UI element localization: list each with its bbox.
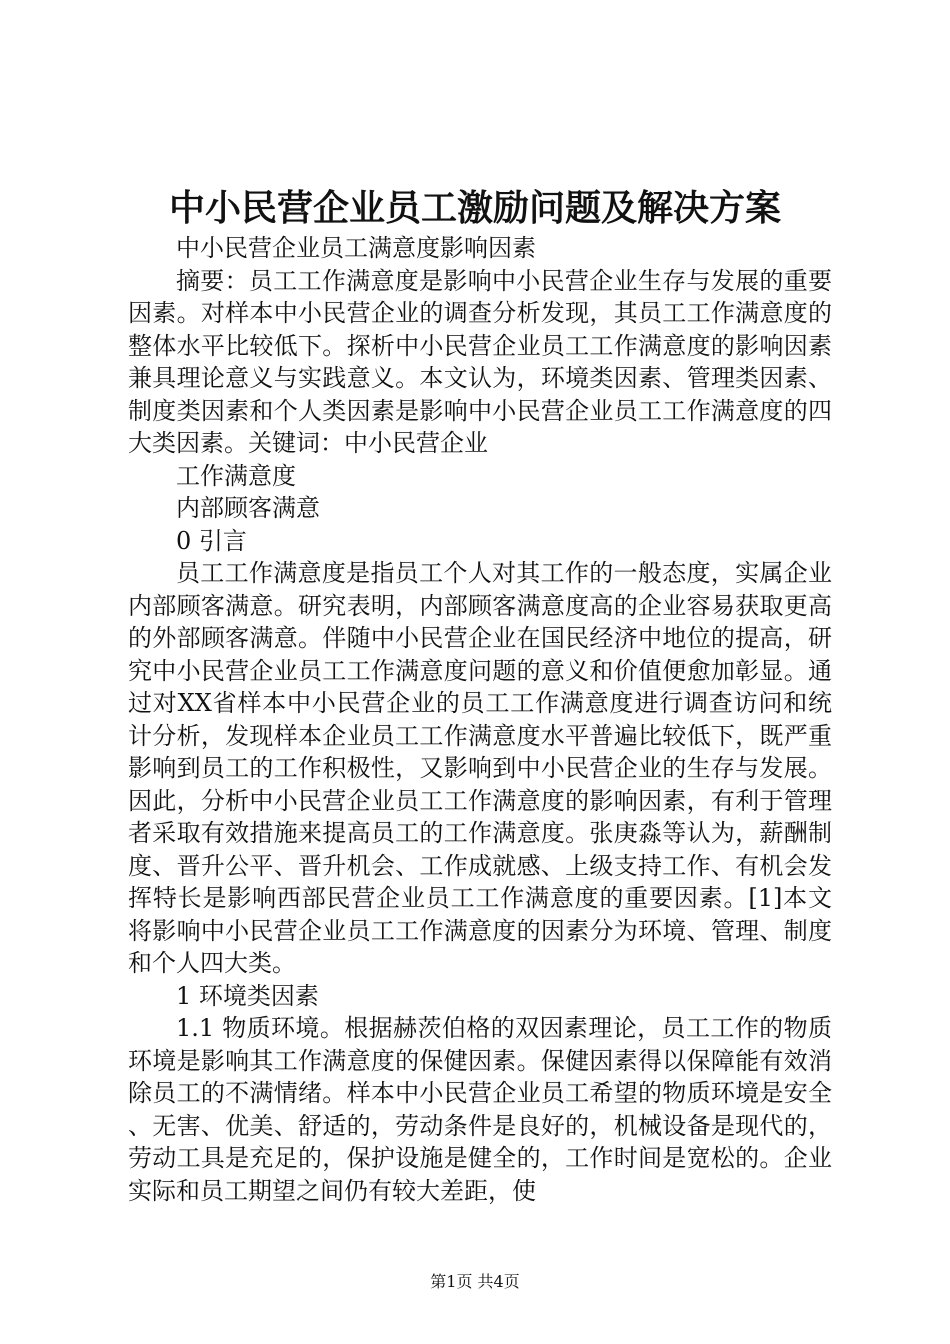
document-title: 中小民营企业员工激励问题及解决方案 xyxy=(168,187,781,229)
document-body xyxy=(128,232,832,1207)
section-heading-environment: 1 环境类因素 xyxy=(176,981,319,1010)
paragraph-keyword-2: 内部顾客满意 xyxy=(176,494,320,522)
section-heading-introduction: 0 引言 xyxy=(176,526,247,555)
page-footer: 第1页 共4页 xyxy=(430,1272,520,1291)
paragraph-keyword-1: 工作满意度 xyxy=(176,461,296,490)
paragraph-physical-environment: 1.1 物质环境。根据赫茨伯格的双因素理论，员工工作的物质环境是影响其工作满意度的保健因素。保健因素得以保障能有效消除员工的不满情绪。样本中小民营企业员工希望的物质环境是安全、无害、优美、舒适的，劳动条件是良好的，机械设备是现代的，劳动工具是充足的，保护设施是健全的，工作时间是宽松的。企业实际和员工期望之间仍有较大差距，使 xyxy=(128,1014,832,1205)
paragraph-subtitle: 中小民营企业员工满意度影响因素 xyxy=(176,234,536,262)
paragraph-abstract: 摘要：员工工作满意度是影响中小民营企业生存与发展的重要因素。对样本中小民营企业的调查分析发现，其员工工作满意度的整体水平比较低下。探析中小民营企业员工工作满意度的影响因素兼具理论意义与实践意义。本文认为，环境类因素、管理类因素、制度类因素和个人类因素是影响中小民营企业员工工作满意度的四大类因素。关键词：中小民营企业 xyxy=(128,266,832,457)
paragraph-introduction: 员工工作满意度是指员工个人对其工作的一般态度，实属企业内部顾客满意。研究表明，内部顾客满意度高的企业容易获取更高的外部顾客满意。伴随中小民营企业在国民经济中地位的提高，研究中小民营企业员工工作满意度问题的意义和价值便愈加彰显。通过对XX省样本中小民营企业的员工工作满意度进行调查访问和统计分析，发现样本企业员工工作满意度水平普遍比较低下，既严重影响到员工的工作积极性，又影响到中小民营企业的生存与发展。因此，分析中小民营企业员工工作满意度的影响因素，有利于管理者采取有效措施来提高员工的工作满意度。张庚淼等认为，薪酬制度、晋升公平、晋升机会、工作成就感、上级支持工作、有机会发挥特长是影响西部民营企业员工工作满意度的重要因素。[1]本文将影响中小民营企业员工工作满意度的因素分为环境、管理、制度和个人四大类。 xyxy=(128,559,832,977)
